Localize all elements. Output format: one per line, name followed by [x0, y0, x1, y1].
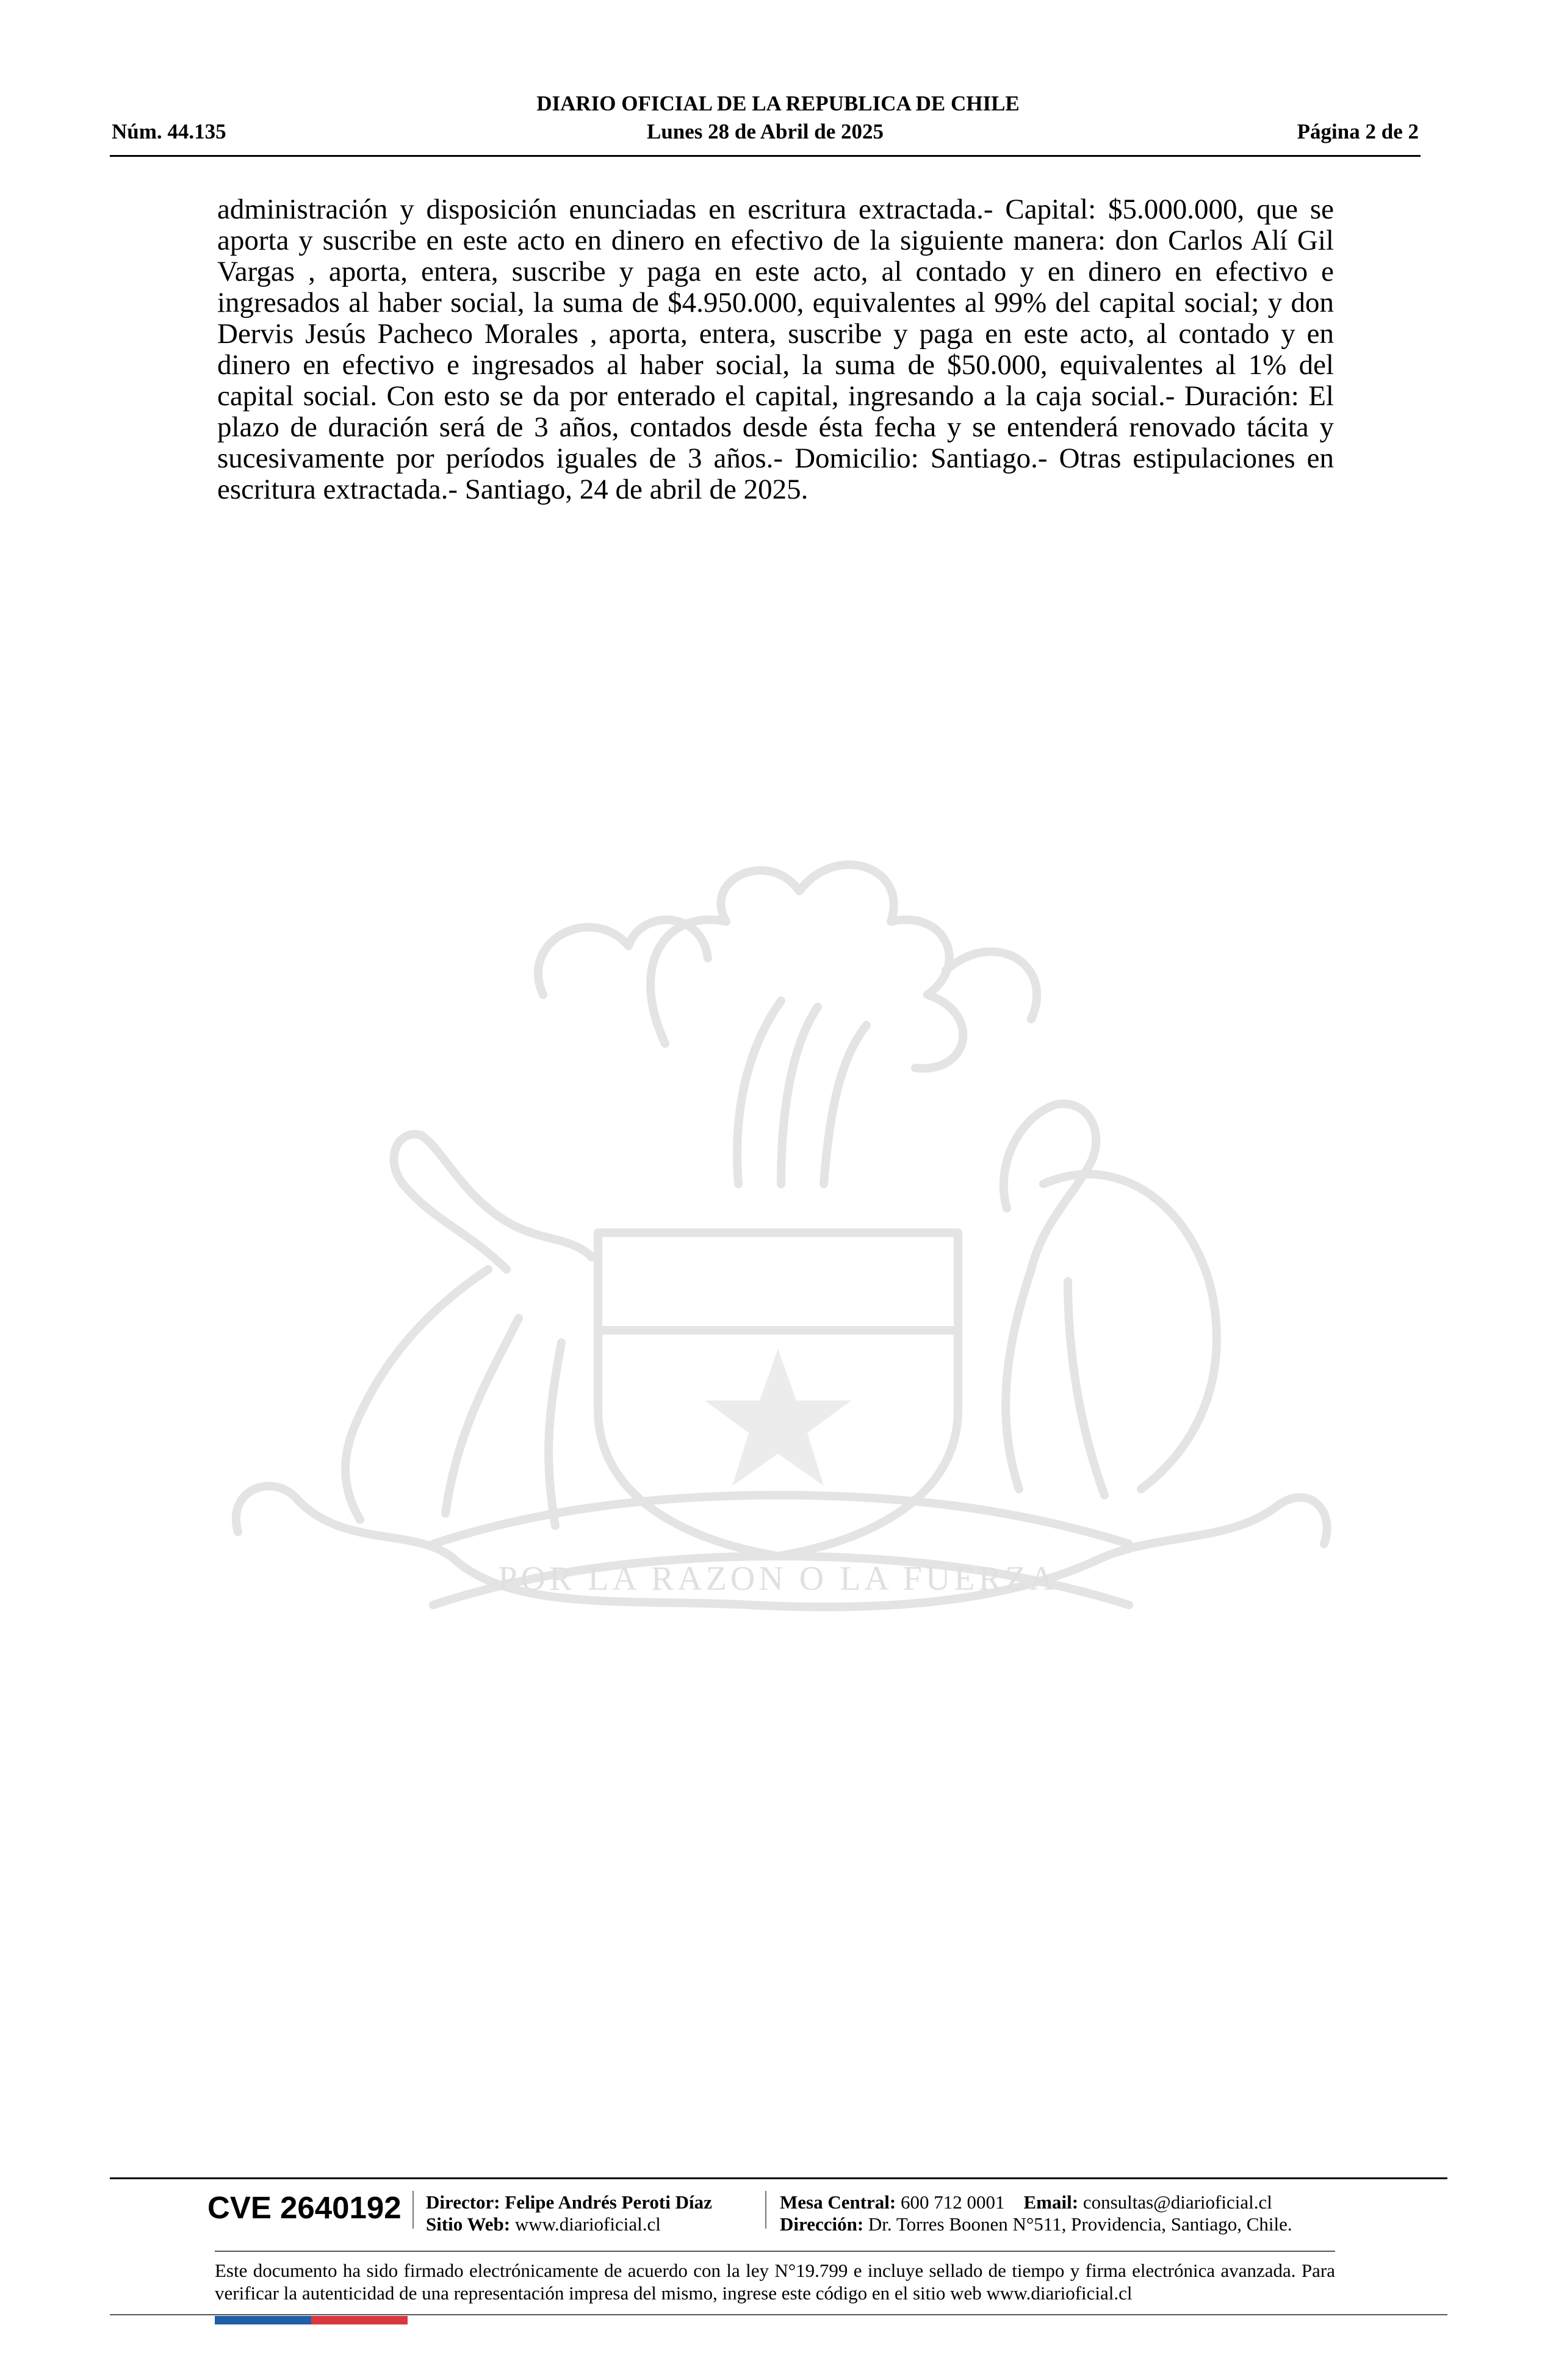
website-label: Sitio Web: [426, 2213, 511, 2235]
flag-stripe-red [311, 2316, 408, 2324]
legal-notice: Este documento ha sido firmado electrónicamente de acuerdo con la ley N°19.799 e incluye sellado de tiempo y firma electrónica avanzada. Para verificar la autenticidad de una representación impresa del mismo, ingrese este código en el sitio web www.diarioficial.cl [215, 2260, 1335, 2304]
footer-contact-block [780, 2191, 1292, 2235]
issue-number: Núm. 44.135 [112, 120, 226, 143]
footer-director-block [426, 2191, 712, 2235]
footer-separator [412, 2191, 414, 2229]
email-label: Email: [1023, 2191, 1079, 2213]
header-divider [110, 155, 1421, 157]
coat-of-arms-watermark [201, 842, 1349, 1678]
issue-date: Lunes 28 de Abril de 2025 [647, 120, 884, 143]
footer-divider-top [110, 2177, 1447, 2179]
footer-divider-middle [215, 2251, 1335, 2252]
flag-stripe-blue [215, 2316, 311, 2324]
director-label: Director: [426, 2191, 500, 2213]
address-label: Dirección: [780, 2213, 864, 2235]
watermark-motto: POR LA RAZON O LA FUERZA [498, 1560, 1058, 1598]
mesa-label: Mesa Central: [780, 2191, 896, 2213]
mesa-phone: 600 712 0001 [901, 2191, 1005, 2213]
website-link[interactable]: www.diarioficial.cl [514, 2213, 661, 2235]
email-link[interactable]: consultas@diarioficial.cl [1082, 2191, 1272, 2213]
footer-divider-bottom [110, 2314, 1447, 2315]
page-indicator: Página 2 de 2 [1297, 120, 1419, 143]
footer-separator [765, 2191, 766, 2229]
cve-code: CVE 2640192 [207, 2190, 402, 2225]
extract-body-text: administración y disposición enunciadas en escritura extractada.- Capital: $5.000.000, que se aporta y suscribe en este acto en dinero en efectivo de la siguiente manera: don Carlos Alí Gil Vargas , aporta, entera, suscribe y paga en este acto, al contado y en dinero en efectivo e ingresados al haber social, la suma de $4.950.000, equivalentes al 99% del capital social; y don Dervis Jesús Pacheco Morales , aporta, entera, suscribe y paga en este acto, al contado y en dinero en efectivo e ingresados al haber social, la suma de $50.000, equivalentes al 1% del capital social. Con esto se da por enterado el capital, ingresando a la caja social.- Duración: El plazo de duración será de 3 años, contados desde ésta fecha y se entenderá renovado tácita y sucesivamente por períodos iguales de 3 años.- Domicilio: Santiago.- Otras estipulaciones en escritura extractada.- Santiago, 24 de abril de 2025. [217, 193, 1334, 505]
newspaper-title: DIARIO OFICIAL DE LA REPUBLICA DE CHILE [536, 92, 1020, 115]
address-value: Dr. Torres Boonen N°511, Providencia, Santiago, Chile. [868, 2213, 1292, 2235]
director-name: Felipe Andrés Peroti Díaz [505, 2191, 712, 2213]
